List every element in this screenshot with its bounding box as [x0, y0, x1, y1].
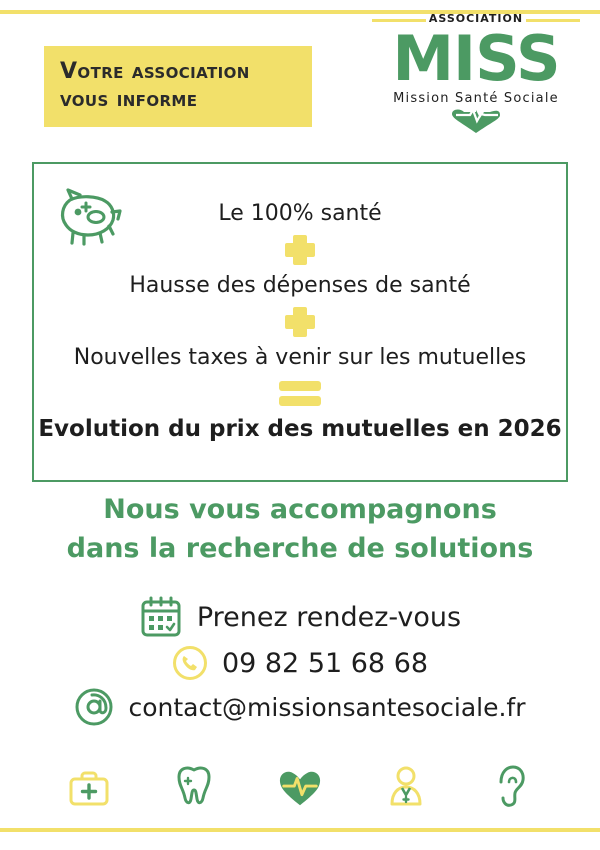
- phone-row[interactable]: [0, 645, 600, 681]
- email-address[interactable]: contact@missionsantesociale.fr: [128, 692, 526, 722]
- heart-pulse-icon: [368, 108, 584, 134]
- equation-term-3: Nouvelles taxes à venir sur les mutuelles: [73, 345, 527, 371]
- equation-term-2: Hausse des dépenses de santé: [129, 273, 471, 298]
- bottom-divider: [0, 828, 600, 832]
- calendar-icon: [139, 595, 183, 639]
- headline-banner: [44, 46, 312, 127]
- contact-block: [0, 595, 600, 733]
- email-row[interactable]: [0, 687, 600, 727]
- ear-icon: [489, 764, 533, 808]
- plus-icon: [283, 305, 317, 339]
- logo: [368, 12, 584, 134]
- phone-icon: [172, 645, 208, 681]
- header: [0, 12, 600, 150]
- heart-pulse-icon: [278, 764, 322, 808]
- footer-icon-strip: [0, 764, 600, 808]
- logo-association-label: ASSOCIATION: [428, 12, 524, 25]
- logo-subtitle: Mission Santé Sociale: [393, 90, 559, 106]
- doctor-icon: [384, 764, 428, 808]
- tagline-line-1: Nous vous accompagnons: [103, 494, 497, 525]
- tagline-line-2: dans la recherche de solutions: [66, 533, 534, 565]
- equation-frame: [32, 162, 568, 482]
- tooth-icon: [172, 764, 216, 808]
- logo-bars: [368, 12, 584, 28]
- equation-result: Evolution du prix des mutuelles en 2026: [38, 415, 562, 442]
- at-sign-icon: [74, 687, 114, 727]
- first-aid-kit-icon: [67, 764, 111, 808]
- appointment-label: Prenez rendez-vous: [196, 601, 462, 633]
- logo-wordmark: MISS: [392, 22, 560, 95]
- equation-term-1: Le 100% santé: [218, 200, 382, 226]
- phone-number[interactable]: 09 82 51 68 68: [221, 647, 429, 679]
- headline-line-2: vous informe: [60, 86, 198, 112]
- plus-icon: [283, 233, 317, 267]
- tagline: [0, 490, 600, 568]
- headline-line-1: Votre association: [60, 59, 250, 84]
- equals-icon: [279, 380, 321, 408]
- appointment-row: [0, 595, 600, 639]
- equation-stack: [34, 164, 566, 480]
